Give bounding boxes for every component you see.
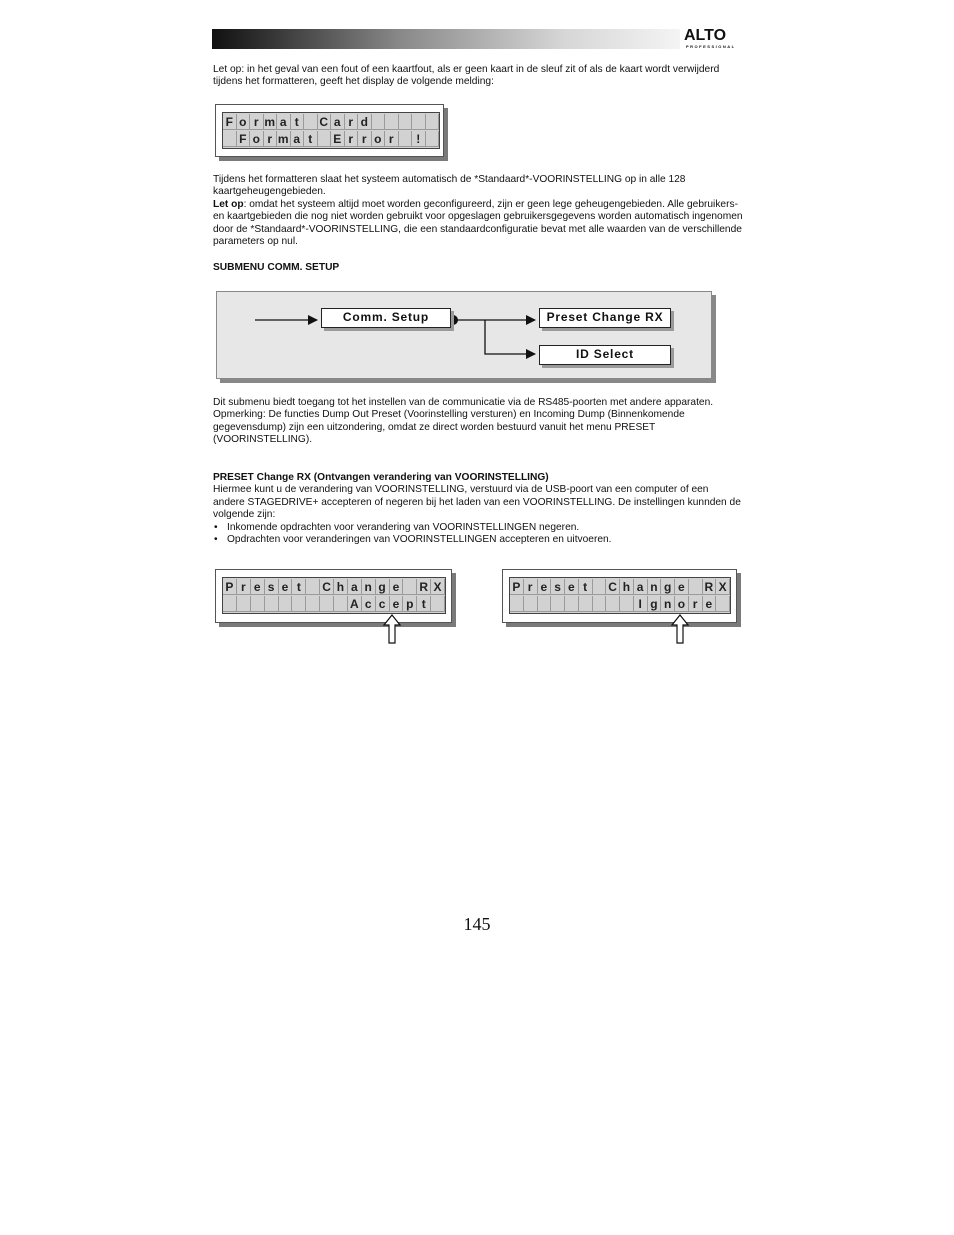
lcd-char: e [390, 596, 404, 612]
lcd-char: g [648, 596, 662, 612]
preset-change-heading: PRESET Change RX (Ontvangen verandering van VOORINSTELLING) [213, 472, 549, 483]
lcd-char: I [634, 596, 648, 612]
lcd-char: c [376, 596, 390, 612]
lcd-char: n [362, 579, 376, 595]
lcd-char [606, 596, 620, 612]
lcd-char: s [551, 579, 565, 595]
lcd-char [399, 114, 413, 130]
lcd-char: t [292, 579, 306, 595]
lcd-char: o [372, 131, 386, 147]
note-label: Let op [213, 198, 244, 210]
lcd-char [385, 114, 399, 130]
lcd-char: r [689, 596, 703, 612]
page-number: 145 [463, 914, 491, 934]
lcd-char: h [334, 579, 348, 595]
lcd-char: C [320, 579, 334, 595]
lcd-char: r [250, 114, 264, 130]
lcd-preset-accept [215, 569, 452, 623]
lcd-char: X [431, 579, 445, 595]
lcd-char [524, 596, 538, 612]
lcd-char [565, 596, 579, 612]
preset-change-text: Hiermee kunt u de verandering van VOORINSTELLING, verstuurd via de USB-poort van een computer of een andere STAGEDRIVE+ accepteren of negeren bij het laden van een VOORINSTELLING. De instellingen kunnden de volgende zijn: [213, 484, 741, 521]
lcd-row-1 [223, 114, 439, 130]
lcd-char: m [277, 132, 289, 146]
lcd-char: a [291, 131, 305, 147]
preset-change-options [213, 522, 743, 547]
lcd-char [593, 579, 607, 595]
lcd-char [265, 596, 279, 612]
lcd-char: o [250, 131, 264, 147]
header-gradient-bar [212, 29, 680, 49]
formatting-note [213, 199, 743, 249]
lcd-char: s [265, 579, 279, 595]
intro-paragraph [213, 64, 743, 89]
lcd-char: X [716, 579, 730, 595]
lcd-char: C [318, 114, 332, 130]
lcd-char [237, 596, 251, 612]
arrow-up-icon [671, 614, 689, 644]
lcd-char: t [304, 131, 318, 147]
lcd-row-1 [223, 579, 445, 595]
lcd-char: o [237, 114, 251, 130]
list-item: • Opdrachten voor veranderingen van VOORINSTELLINGEN accepteren en uitvoeren. [213, 534, 743, 546]
lcd-char [372, 114, 386, 130]
lcd-char: F [223, 114, 237, 130]
lcd-char: P [510, 579, 524, 595]
lcd-char: r [385, 131, 399, 147]
lcd-char [292, 596, 306, 612]
lcd-screen [222, 112, 440, 149]
arrow-up-icon [383, 614, 401, 644]
submenu-heading: SUBMENU COMM. SETUP [213, 262, 340, 273]
lcd-char [716, 596, 730, 612]
alto-logo [684, 28, 742, 50]
lcd-char: r [264, 131, 278, 147]
lcd-char [689, 579, 703, 595]
submenu-paragraph [213, 397, 743, 447]
lcd-char: e [279, 579, 293, 595]
lcd-screen [222, 577, 446, 614]
lcd-char: a [331, 114, 345, 130]
lcd-char: p [403, 596, 417, 612]
logo-subtext: PROFESSIONAL [686, 44, 736, 49]
preset-change-rx-node: Preset Change RX [539, 308, 671, 328]
lcd-char [431, 596, 445, 612]
lcd-char [306, 596, 320, 612]
lcd-char: n [648, 579, 662, 595]
diagram-connectors [217, 292, 711, 378]
lcd-row-2 [223, 596, 445, 612]
lcd-char: ! [412, 131, 426, 147]
list-item: • Inkomende opdrachten voor verandering van VOORINSTELLINGEN negeren. [213, 522, 743, 534]
comm-setup-node: Comm. Setup [321, 308, 451, 328]
lcd-char [223, 131, 237, 147]
lcd-char [510, 596, 524, 612]
lcd-char: o [675, 596, 689, 612]
lcd-char: t [291, 114, 305, 130]
submenu-text-2: Opmerking: De functies Dump Out Preset (Voorinstelling versturen) en Incoming Dump (Binnenkomende gegevensdump) zijn een uitzondering, omdat ze direct worden bestuurd vanuit het menu PRESET (VOORINSTELLING). [213, 409, 685, 446]
lcd-char: F [237, 131, 251, 147]
note-text: : omdat het systeem altijd moet worden geconfigureerd, zijn er geen lege geheugengebieden. Alle gebruikers- en kaartgebieden die nog niet worden gebruikt voor opgeslagen gebruikersgegevens worden automatisch ingenomen door de *Standaard*-VOORINSTELLING, die een standaardconfiguratie bevat met alle waarden van de verschillende parameters op nul. [213, 198, 743, 248]
lcd-char [426, 131, 440, 147]
lcd-char [306, 579, 320, 595]
lcd-char: R [703, 579, 717, 595]
lcd-char: P [223, 579, 237, 595]
lcd-char [399, 131, 413, 147]
lcd-char: A [348, 596, 362, 612]
lcd-char: r [345, 131, 359, 147]
formatting-paragraph [213, 174, 743, 248]
lcd-char [251, 596, 265, 612]
lcd-char [412, 114, 426, 130]
lcd-char: e [703, 596, 717, 612]
lcd-char: g [661, 579, 675, 595]
lcd-char: r [345, 114, 359, 130]
lcd-char [551, 596, 565, 612]
intro-text: Let op: in het geval van een fout of een kaartfout, als er geen kaart in de sleuf zit of als de kaart wordt verwijderd tijdens het formatteren, geeft het display de volgende melding: [213, 64, 720, 88]
lcd-format-error [215, 104, 444, 157]
lcd-row-2 [510, 596, 730, 612]
lcd-char: e [538, 579, 552, 595]
lcd-row-1 [510, 579, 730, 595]
lcd-char: g [376, 579, 390, 595]
lcd-char [538, 596, 552, 612]
id-select-node: ID Select [539, 345, 671, 365]
lcd-preset-ignore [502, 569, 737, 623]
logo-wordmark: ALTO [684, 27, 727, 44]
lcd-char [304, 114, 318, 130]
lcd-char [318, 131, 332, 147]
lcd-char: e [675, 579, 689, 595]
lcd-char: r [237, 579, 251, 595]
lcd-char: n [661, 596, 675, 612]
lcd-char [426, 114, 440, 130]
comm-setup-diagram [216, 291, 712, 379]
lcd-screen [509, 577, 731, 614]
lcd-char [334, 596, 348, 612]
lcd-char: c [362, 596, 376, 612]
lcd-char: h [620, 579, 634, 595]
formatting-text: Tijdens het formatteren slaat het systeem automatisch de *Standaard*-VOORINSTELLING op in alle 128 kaartgeheugengebieden. [213, 174, 686, 198]
lcd-char: E [331, 131, 345, 147]
lcd-char: r [358, 131, 372, 147]
lcd-char: a [348, 579, 362, 595]
lcd-char: r [524, 579, 538, 595]
submenu-text-1: Dit submenu biedt toegang tot het instellen van de communicatie via de RS485-poorten met andere apparaten. [213, 397, 714, 408]
lcd-char [620, 596, 634, 612]
lcd-char [579, 596, 593, 612]
lcd-char: C [606, 579, 620, 595]
lcd-char: m [264, 115, 276, 129]
lcd-char: a [277, 114, 291, 130]
lcd-char: t [417, 596, 431, 612]
lcd-char: a [634, 579, 648, 595]
lcd-char [223, 596, 237, 612]
lcd-char: e [565, 579, 579, 595]
lcd-char: t [579, 579, 593, 595]
lcd-char: R [417, 579, 431, 595]
lcd-char [593, 596, 607, 612]
lcd-char [320, 596, 334, 612]
lcd-char [403, 579, 417, 595]
lcd-row-2 [223, 131, 439, 147]
lcd-char: d [358, 114, 372, 130]
lcd-char: e [251, 579, 265, 595]
lcd-char [279, 596, 293, 612]
preset-change-section [213, 472, 743, 546]
lcd-char: e [390, 579, 404, 595]
